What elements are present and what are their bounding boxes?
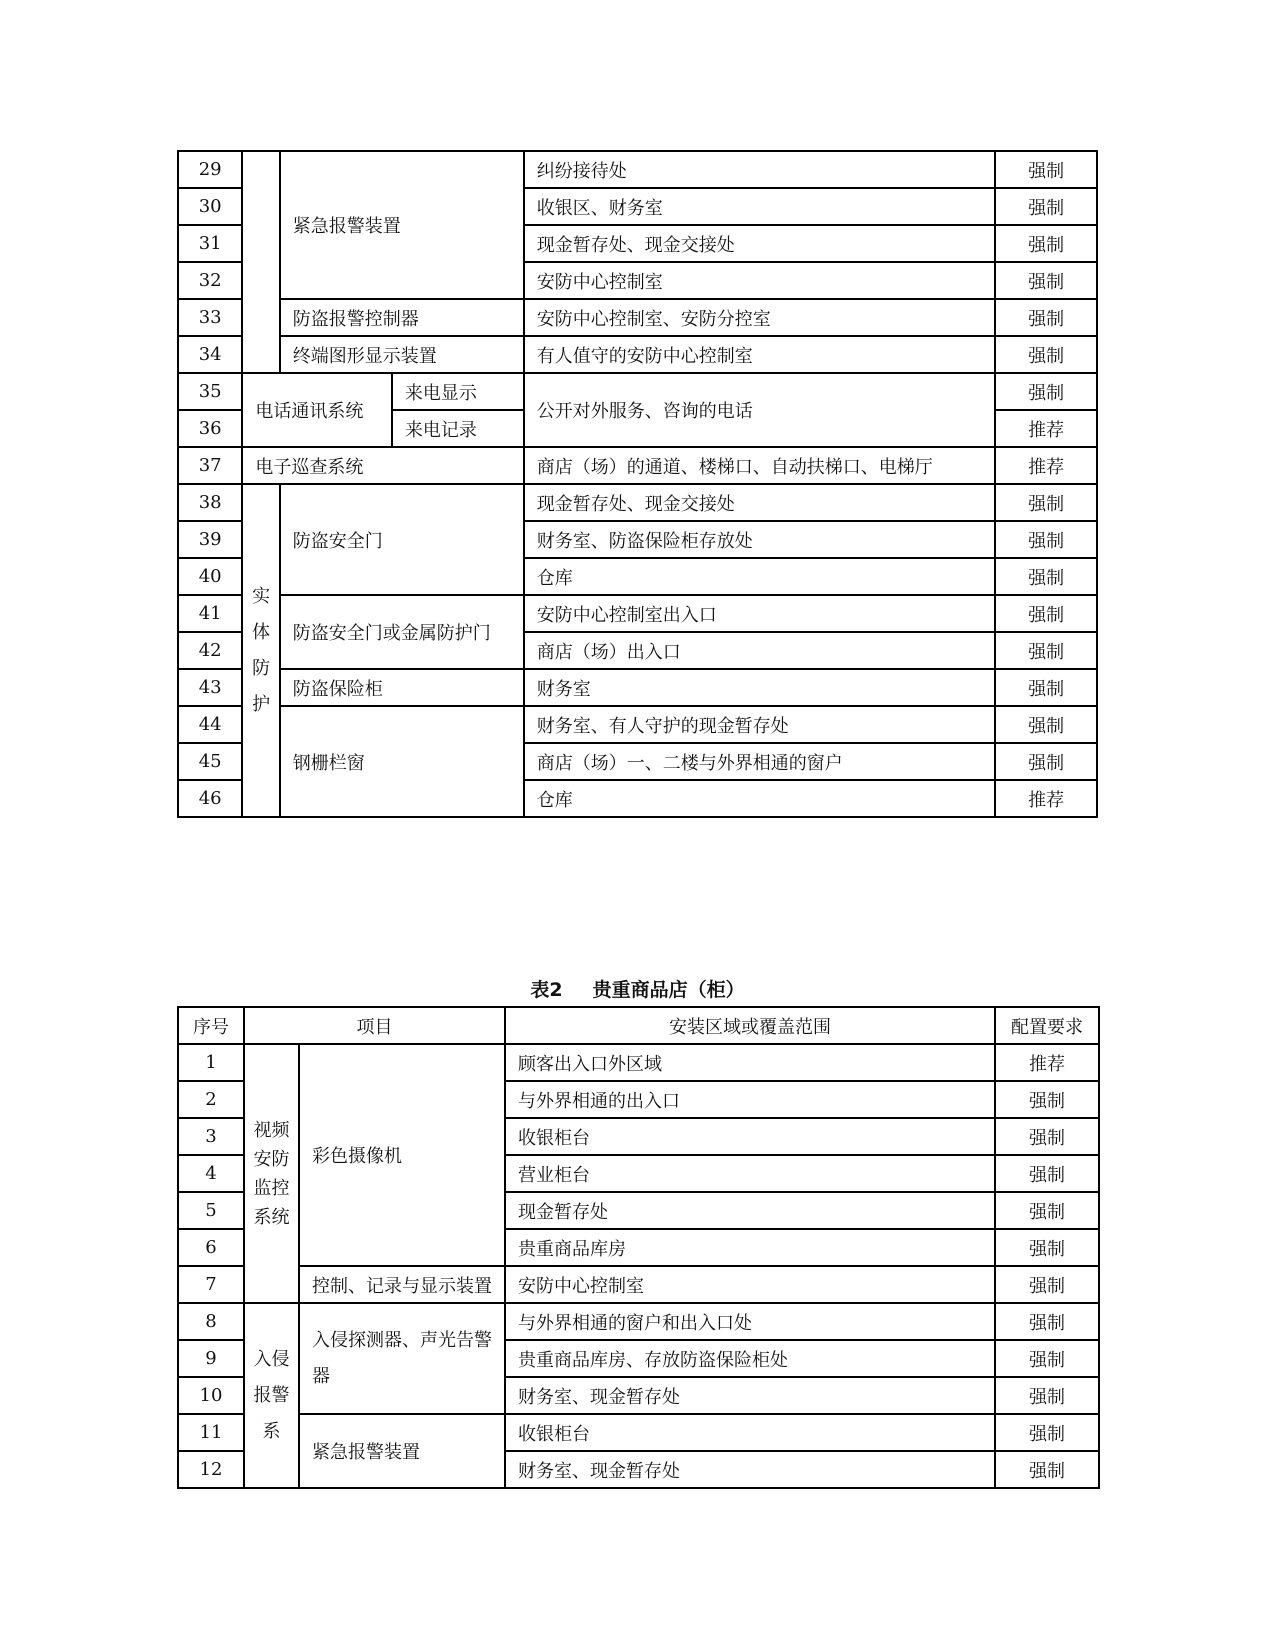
requirement: 强制 <box>995 373 1097 410</box>
install-area: 安防中心控制室、安防分控室 <box>524 299 995 336</box>
table-title-number: 表2 <box>530 979 563 1001</box>
row-number: 9 <box>178 1340 244 1377</box>
row-number: 32 <box>178 262 242 299</box>
item-security-or-metal-door: 防盗安全门或金属防护门 <box>280 595 524 669</box>
security-config-table-continued <box>177 150 1098 818</box>
row-number: 12 <box>178 1451 244 1488</box>
table-header-row <box>178 1007 1099 1044</box>
install-area: 财务室、现金暂存处 <box>505 1377 995 1414</box>
install-area: 贵重商品库房、存放防盗保险柜处 <box>505 1340 995 1377</box>
precious-goods-store-table <box>177 1006 1100 1489</box>
install-area: 商店（场）出入口 <box>524 632 995 669</box>
requirement: 强制 <box>995 521 1097 558</box>
install-area: 安防中心控制室 <box>505 1266 995 1303</box>
item-safe: 防盗保险柜 <box>280 669 524 706</box>
row-number: 5 <box>178 1192 244 1229</box>
header-area: 安装区域或覆盖范围 <box>505 1007 995 1044</box>
requirement: 强制 <box>995 595 1097 632</box>
item-steel-bars: 钢栅栏窗 <box>280 706 524 817</box>
table-row <box>178 1414 1099 1451</box>
install-area: 与外界相通的出入口 <box>505 1081 995 1118</box>
requirement: 强制 <box>995 225 1097 262</box>
row-number: 31 <box>178 225 242 262</box>
requirement: 强制 <box>995 558 1097 595</box>
item-phone-system: 电话通讯系统 <box>242 373 392 447</box>
row-number: 3 <box>178 1118 244 1155</box>
row-number: 36 <box>178 410 242 447</box>
table-row <box>178 484 1097 521</box>
requirement: 强制 <box>995 1155 1099 1192</box>
requirement: 强制 <box>995 1081 1099 1118</box>
install-area: 收银柜台 <box>505 1414 995 1451</box>
row-number: 43 <box>178 669 242 706</box>
table-row <box>178 1266 1099 1303</box>
requirement: 强制 <box>995 1303 1099 1340</box>
row-number: 8 <box>178 1303 244 1340</box>
install-area: 顾客出入口外区域 <box>505 1044 995 1081</box>
row-number: 29 <box>178 151 242 188</box>
install-area: 收银柜台 <box>505 1118 995 1155</box>
install-area: 仓库 <box>524 558 995 595</box>
install-area: 营业柜台 <box>505 1155 995 1192</box>
requirement: 强制 <box>995 669 1097 706</box>
table-row <box>178 1303 1099 1340</box>
requirement: 强制 <box>995 1377 1099 1414</box>
table-row <box>178 1044 1099 1081</box>
table-row <box>178 299 1097 336</box>
requirement: 强制 <box>995 299 1097 336</box>
item-burglar-controller: 防盗报警控制器 <box>280 299 524 336</box>
table-row <box>178 706 1097 743</box>
row-number: 44 <box>178 706 242 743</box>
install-area: 纠纷接待处 <box>524 151 995 188</box>
item-emergency-alarm: 紧急报警装置 <box>299 1414 505 1488</box>
install-area: 有人值守的安防中心控制室 <box>524 336 995 373</box>
requirement: 强制 <box>995 743 1097 780</box>
row-number: 35 <box>178 373 242 410</box>
install-area: 贵重商品库房 <box>505 1229 995 1266</box>
table-row <box>178 669 1097 706</box>
row-number: 46 <box>178 780 242 817</box>
header-req: 配置要求 <box>995 1007 1099 1044</box>
install-area: 财务室、防盗保险柜存放处 <box>524 521 995 558</box>
category-video-system: 视频安防监控系统 <box>244 1044 299 1303</box>
requirement: 强制 <box>995 1340 1099 1377</box>
table-row <box>178 595 1097 632</box>
row-number: 40 <box>178 558 242 595</box>
category-intrusion-system: 入侵报警系 <box>244 1303 299 1488</box>
install-area: 安防中心控制室出入口 <box>524 595 995 632</box>
item-intrusion-detector: 入侵探测器、声光告警器 <box>299 1303 505 1414</box>
install-area: 财务室、有人守护的现金暂存处 <box>524 706 995 743</box>
item-security-door: 防盗安全门 <box>280 484 524 595</box>
row-number: 7 <box>178 1266 244 1303</box>
header-seq: 序号 <box>178 1007 244 1044</box>
table-row <box>178 151 1097 188</box>
item-patrol-system: 电子巡查系统 <box>242 447 523 484</box>
install-area: 财务室、现金暂存处 <box>505 1451 995 1488</box>
install-area: 商店（场）的通道、楼梯口、自动扶梯口、电梯厅 <box>524 447 995 484</box>
item-control-record-display: 控制、记录与显示装置 <box>299 1266 505 1303</box>
requirement: 强制 <box>995 262 1097 299</box>
row-number: 6 <box>178 1229 244 1266</box>
table-title-text: 贵重商品店（柜） <box>592 979 745 1001</box>
row-number: 39 <box>178 521 242 558</box>
row-number: 42 <box>178 632 242 669</box>
requirement: 强制 <box>995 632 1097 669</box>
row-number: 2 <box>178 1081 244 1118</box>
table-row <box>178 336 1097 373</box>
row-number: 41 <box>178 595 242 632</box>
table-title <box>0 975 1275 1002</box>
row-number: 33 <box>178 299 242 336</box>
row-number: 10 <box>178 1377 244 1414</box>
install-area: 仓库 <box>524 780 995 817</box>
requirement: 强制 <box>995 484 1097 521</box>
item-emergency-alarm: 紧急报警装置 <box>280 151 524 299</box>
requirement: 强制 <box>995 1266 1099 1303</box>
requirement: 强制 <box>995 1451 1099 1488</box>
install-area-phone: 公开对外服务、咨询的电话 <box>524 373 995 447</box>
requirement: 推荐 <box>995 447 1097 484</box>
install-area: 商店（场）一、二楼与外界相通的窗户 <box>524 743 995 780</box>
install-area: 与外界相通的窗户和出入口处 <box>505 1303 995 1340</box>
item-terminal-display: 终端图形显示装置 <box>280 336 524 373</box>
requirement: 推荐 <box>995 410 1097 447</box>
requirement: 强制 <box>995 1192 1099 1229</box>
install-area: 安防中心控制室 <box>524 262 995 299</box>
row-number: 4 <box>178 1155 244 1192</box>
row-number: 1 <box>178 1044 244 1081</box>
requirement: 推荐 <box>995 1044 1099 1081</box>
install-area: 收银区、财务室 <box>524 188 995 225</box>
requirement: 推荐 <box>995 780 1097 817</box>
install-area: 现金暂存处 <box>505 1192 995 1229</box>
row-number: 11 <box>178 1414 244 1451</box>
install-area: 现金暂存处、现金交接处 <box>524 484 995 521</box>
item-caller-id: 来电显示 <box>392 373 524 410</box>
requirement: 强制 <box>995 1118 1099 1155</box>
row-number: 34 <box>178 336 242 373</box>
install-area: 财务室 <box>524 669 995 706</box>
requirement: 强制 <box>995 706 1097 743</box>
item-call-record: 来电记录 <box>392 410 524 447</box>
category-physical-protection: 实体防护 <box>242 484 279 817</box>
row-number: 38 <box>178 484 242 521</box>
row-number: 37 <box>178 447 242 484</box>
header-item: 项目 <box>244 1007 505 1044</box>
table-row <box>178 373 1097 410</box>
item-color-camera: 彩色摄像机 <box>299 1044 505 1266</box>
install-area: 现金暂存处、现金交接处 <box>524 225 995 262</box>
category-cell-empty <box>242 151 279 373</box>
table-row <box>178 447 1097 484</box>
requirement: 强制 <box>995 1229 1099 1266</box>
row-number: 45 <box>178 743 242 780</box>
requirement: 强制 <box>995 336 1097 373</box>
requirement: 强制 <box>995 1414 1099 1451</box>
row-number: 30 <box>178 188 242 225</box>
requirement: 强制 <box>995 151 1097 188</box>
requirement: 强制 <box>995 188 1097 225</box>
